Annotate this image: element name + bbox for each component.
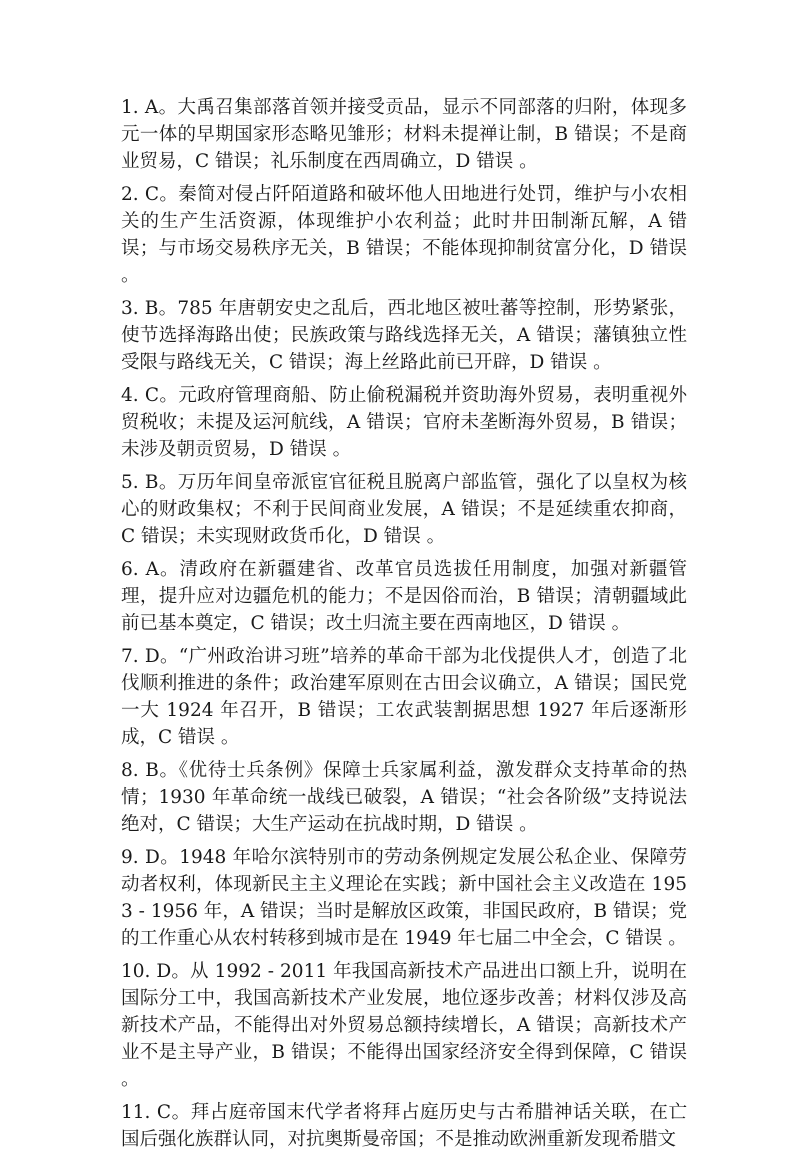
answer-10: 10. D。从 1992 - 2011 年我国高新技术产品进出口额上升，说明在国际分工中，我国高新技术产业发展，地位逐步改善；材料仅涉及高新技术产品，不能得出对外贸易总额持续增长，A 错误；高新技术产业不是主导产业，B 错误；不能得出国家经济安全得到保障，C 错误 。 — [121, 961, 687, 1090]
answer-11: 11. C。拜占庭帝国末代学者将拜占庭历史与古希腊神话关联，在亡国后强化族群认同，对抗奥斯曼帝国；不是推动欧洲重新发现希腊文 — [121, 1102, 687, 1150]
answer-4: 4. C。元政府管理商船、防止偷税漏税并资助海外贸易，表明重视外贸税收；未提及运河航线，A 错误；官府未垄断海外贸易，B 错误；未涉及朝贡贸易，D 错误 。 — [121, 385, 687, 460]
answer-explanations — [121, 94, 687, 1159]
answer-9: 9. D。1948 年哈尔滨特别市的劳动条例规定发展公私企业、保障劳动者权利，体现新民主主义理论在实践；新中国社会主义改造在 1953 - 1956 年，A 错误；当时是解放区政策，非国民政府，B 错误；党的工作重心从农村转移到城市是在 1949 年七届二中全会，C 错误 。 — [121, 847, 687, 949]
answer-1: 1. A。大禹召集部落首领并接受贡品，显示不同部落的归附，体现多元一体的早期国家形态略见雏形；材料未提禅让制，B 错误；不是商业贸易，C 错误；礼乐制度在西周确立，D 错误 。 — [121, 97, 687, 172]
answer-2: 2. C。秦简对侵占阡陌道路和破坏他人田地进行处罚，维护与小农相关的生产生活资源，体现维护小农利益；此时井田制渐瓦解，A 错误；与市场交易秩序无关，B 错误；不能体现抑制贫富分化，D 错误 。 — [121, 184, 687, 286]
answer-5: 5. B。万历年间皇帝派宦官征税且脱离户部监管，强化了以皇权为核心的财政集权；不利于民间商业发展，A 错误；不是延续重农抑商，C 错误；未实现财政货币化，D 错误 。 — [121, 472, 687, 547]
answer-3: 3. B。785 年唐朝安史之乱后，西北地区被吐蕃等控制，形势紧张，使节选择海路出使；民族政策与路线选择无关，A 错误；藩镇独立性受限与路线无关，C 错误；海上丝路此前已开辟，D 错误 。 — [121, 298, 687, 373]
answer-7: 7. D。“广州政治讲习班”培养的革命干部为北伐提供人才，创造了北伐顺利推进的条件；政治建军原则在古田会议确立，A 错误；国民党一大 1924 年召开，B 错误；工农武装割据思想 1927 年后逐渐形成，C 错误 。 — [121, 646, 687, 748]
answer-6: 6. A。清政府在新疆建省、改革官员选拔任用制度，加强对新疆管理，提升应对边疆危机的能力；不是因俗而治，B 错误；清朝疆域此前已基本奠定，C 错误；改土归流主要在西南地区，D 错误 。 — [121, 559, 687, 634]
answer-8: 8. B。《优待士兵条例》保障士兵家属利益，激发群众支持革命的热情；1930 年革命统一战线已破裂，A 错误；“社会各阶级”支持说法绝对，C 错误；大生产运动在抗战时期，D 错误 。 — [121, 760, 687, 835]
